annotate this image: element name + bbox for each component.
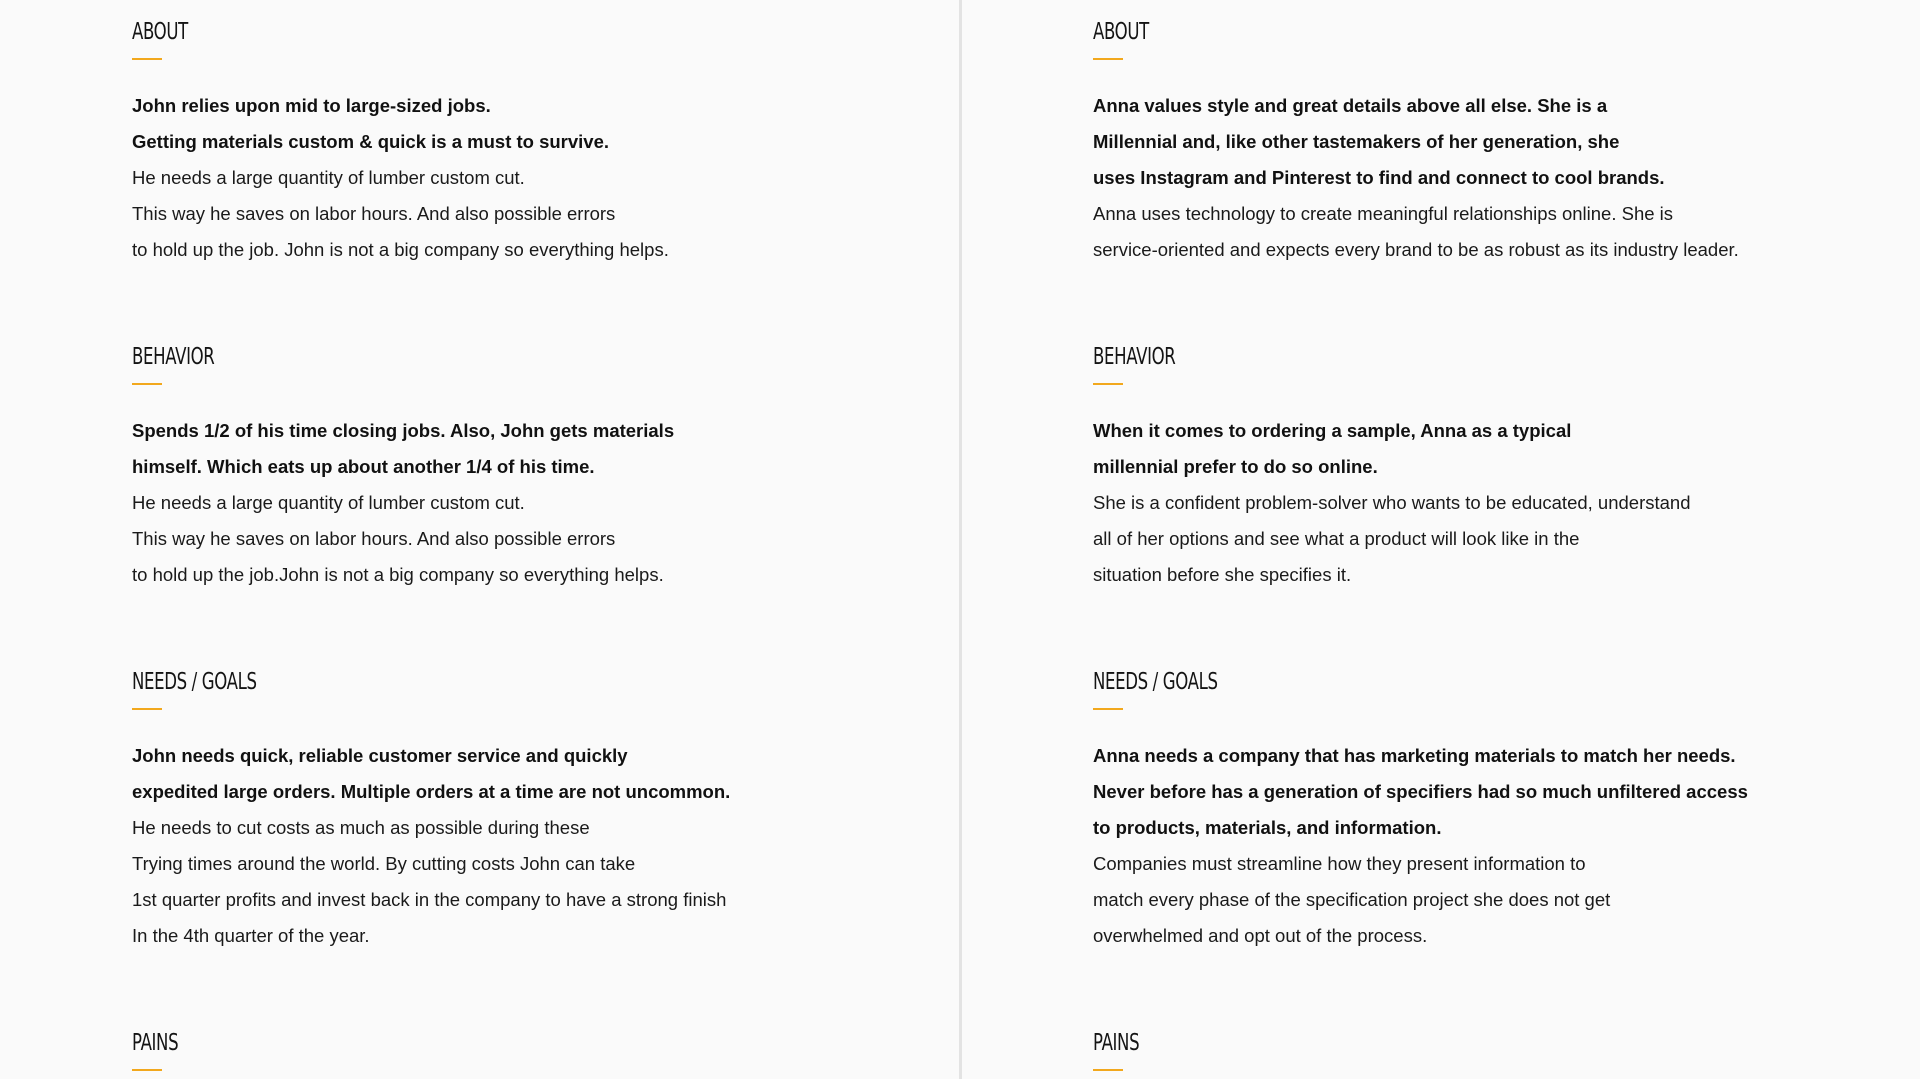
section-pains bbox=[132, 1025, 892, 1071]
text-line: This way he saves on labor hours. And also possible errors bbox=[132, 203, 616, 224]
section-needs-goals bbox=[1093, 664, 1853, 954]
text-line: Companies must streamline how they present information to bbox=[1093, 853, 1586, 874]
title-underline bbox=[132, 708, 162, 710]
section-title: ABOUT bbox=[132, 19, 188, 45]
section-about bbox=[1093, 14, 1853, 268]
section-title: BEHAVIOR bbox=[1093, 344, 1176, 370]
title-underline bbox=[1093, 708, 1123, 710]
text-line: He needs to cut costs as much as possible during these bbox=[132, 817, 590, 838]
text-line: He needs a large quantity of lumber custom cut. bbox=[132, 167, 525, 188]
section-body bbox=[1093, 413, 1853, 593]
bold-line: millennial prefer to do so online. bbox=[1093, 456, 1378, 477]
title-underline bbox=[132, 58, 162, 60]
column-divider bbox=[959, 0, 962, 1079]
bold-line: John relies upon mid to large-sized jobs. bbox=[132, 95, 491, 116]
bold-line: to products, materials, and information. bbox=[1093, 817, 1442, 838]
section-body bbox=[132, 738, 892, 954]
bold-line: expedited large orders. Multiple orders at a time are not uncommon. bbox=[132, 781, 731, 802]
section-title: PAINS bbox=[1093, 1030, 1140, 1056]
text-line: to hold up the job.John is not a big company so everything helps. bbox=[132, 564, 664, 585]
text-line: She is a confident problem-solver who wants to be educated, understand bbox=[1093, 492, 1691, 513]
title-underline bbox=[1093, 1069, 1123, 1071]
title-underline bbox=[132, 1069, 162, 1071]
section-body bbox=[132, 88, 892, 268]
section-title: BEHAVIOR bbox=[132, 344, 215, 370]
section-pains bbox=[1093, 1025, 1853, 1071]
text-line: 1st quarter profits and invest back in the company to have a strong finish bbox=[132, 889, 727, 910]
section-title: NEEDS / GOALS bbox=[132, 669, 257, 695]
title-underline bbox=[1093, 383, 1123, 385]
section-body bbox=[1093, 738, 1853, 954]
text-line: Trying times around the world. By cutting costs John can take bbox=[132, 853, 636, 874]
section-title: ABOUT bbox=[1093, 19, 1149, 45]
section-body bbox=[1093, 88, 1853, 268]
bold-line: When it comes to ordering a sample, Anna as a typical bbox=[1093, 420, 1572, 441]
title-underline bbox=[132, 383, 162, 385]
bold-line: himself. Which eats up about another 1/4 of his time. bbox=[132, 456, 595, 477]
text-line: all of her options and see what a product will look like in the bbox=[1093, 528, 1580, 549]
section-body bbox=[132, 413, 892, 593]
text-line: In the 4th quarter of the year. bbox=[132, 925, 370, 946]
text-line: overwhelmed and opt out of the process. bbox=[1093, 925, 1428, 946]
bold-line: Anna needs a company that has marketing materials to match her needs. bbox=[1093, 745, 1736, 766]
bold-line: Millennial and, like other tastemakers of her generation, she bbox=[1093, 131, 1620, 152]
bold-line: Never before has a generation of specifiers had so much unfiltered access bbox=[1093, 781, 1748, 802]
bold-line: John needs quick, reliable customer service and quickly bbox=[132, 745, 628, 766]
text-line: He needs a large quantity of lumber custom cut. bbox=[132, 492, 525, 513]
text-line: situation before she specifies it. bbox=[1093, 564, 1352, 585]
bold-line: Anna values style and great details above all else. She is a bbox=[1093, 95, 1608, 116]
text-line: Anna uses technology to create meaningful relationships online. She is bbox=[1093, 203, 1674, 224]
section-behavior bbox=[1093, 339, 1853, 593]
section-title: PAINS bbox=[132, 1030, 179, 1056]
title-underline bbox=[1093, 58, 1123, 60]
bold-line: uses Instagram and Pinterest to find and connect to cool brands. bbox=[1093, 167, 1665, 188]
bold-line: Spends 1/2 of his time closing jobs. Also, John gets materials bbox=[132, 420, 675, 441]
section-behavior bbox=[132, 339, 892, 593]
section-about bbox=[132, 14, 892, 268]
bold-line: Getting materials custom & quick is a must to survive. bbox=[132, 131, 610, 152]
text-line: This way he saves on labor hours. And also possible errors bbox=[132, 528, 616, 549]
section-title: NEEDS / GOALS bbox=[1093, 669, 1218, 695]
text-line: service-oriented and expects every brand to be as robust as its industry leader. bbox=[1093, 239, 1739, 260]
section-needs-goals bbox=[132, 664, 892, 954]
text-line: match every phase of the specification project she does not get bbox=[1093, 889, 1611, 910]
text-line: to hold up the job. John is not a big company so everything helps. bbox=[132, 239, 669, 260]
